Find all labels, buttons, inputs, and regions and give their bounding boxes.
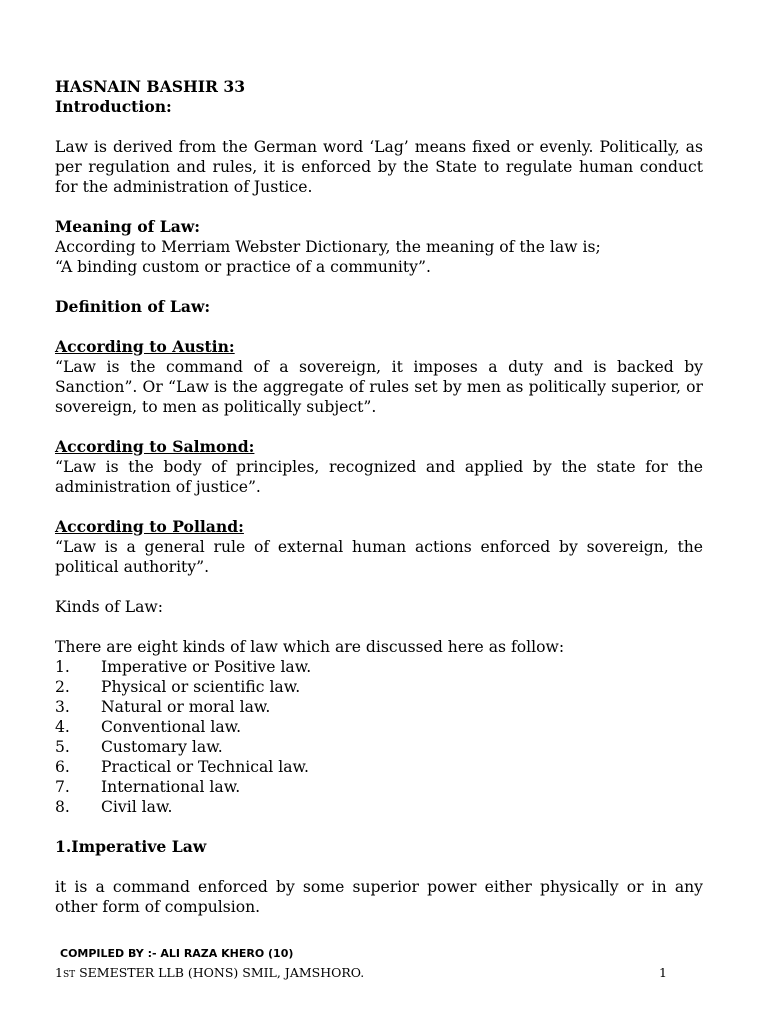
list-item <box>55 777 703 797</box>
list-item-number: 5. <box>55 738 70 756</box>
intro-heading: Introduction: <box>55 97 172 116</box>
austin-paragraph: “Law is the command of a sovereign, it imposes a duty and is backed by Sanction”. Or “Law is the aggregate of rules set by men as politically superior, or sovereign, to men as politically subject”. <box>55 358 703 416</box>
polland-heading: According to Polland: <box>55 517 244 536</box>
salmond-paragraph: “Law is the body of principles, recognized and applied by the state for the administration of justice”. <box>55 458 703 496</box>
list-item <box>55 677 703 697</box>
semester-text: SEMESTER LLB (HONS) SMIL, JAMSHORO. <box>75 965 365 980</box>
list-item-label: Conventional law. <box>101 718 242 736</box>
list-item-number: 4. <box>55 718 70 736</box>
list-item-label: Civil law. <box>101 798 173 816</box>
list-item-number: 3. <box>55 698 70 716</box>
semester-superscript: ST <box>62 970 76 980</box>
list-item-label: Customary law. <box>101 738 223 756</box>
list-item <box>55 797 703 817</box>
list-item <box>55 657 703 677</box>
list-item-label: Imperative or Positive law. <box>101 658 312 676</box>
list-item-number: 7. <box>55 778 70 796</box>
kinds-intro: There are eight kinds of law which are discussed here as follow: <box>55 638 565 656</box>
footer-compiled-by: COMPILED BY :- ALI RAZA KHERO (10) <box>60 947 294 960</box>
meaning-line-2: “A binding custom or practice of a community”. <box>55 258 431 276</box>
footer-semester <box>55 965 364 983</box>
intro-paragraph: Law is derived from the German word ‘Lag’ means fixed or evenly. Politically, as per regulation and rules, it is enforced by the State to regulate human conduct for the administration of Justice. <box>55 138 703 196</box>
list-item-label: Physical or scientific law. <box>101 678 301 696</box>
austin-heading: According to Austin: <box>55 337 235 356</box>
meaning-line-1: According to Merriam Webster Dictionary, the meaning of the law is; <box>55 238 601 256</box>
list-item-number: 1. <box>55 658 70 676</box>
list-item <box>55 757 703 777</box>
list-item-number: 8. <box>55 798 70 816</box>
kinds-list <box>55 657 703 817</box>
document-body <box>55 77 703 917</box>
definition-heading: Definition of Law: <box>55 297 211 316</box>
list-item-label: Natural or moral law. <box>101 698 271 716</box>
list-item <box>55 697 703 717</box>
page-number: 1 <box>659 965 667 980</box>
imperative-heading: 1.Imperative Law <box>55 837 207 856</box>
list-item-number: 6. <box>55 758 70 776</box>
author-line: HASNAIN BASHIR 33 <box>55 77 246 96</box>
salmond-heading: According to Salmond: <box>55 437 255 456</box>
list-item <box>55 717 703 737</box>
meaning-heading: Meaning of Law: <box>55 217 201 236</box>
list-item-number: 2. <box>55 678 70 696</box>
imperative-paragraph: it is a command enforced by some superior power either physically or in any other form of compulsion. <box>55 878 703 916</box>
list-item <box>55 737 703 757</box>
footer-line <box>55 965 667 983</box>
polland-paragraph: “Law is a general rule of external human actions enforced by sovereign, the political authority”. <box>55 538 703 576</box>
semester-number: 1 <box>55 965 63 980</box>
list-item-label: Practical or Technical law. <box>101 758 309 776</box>
kinds-heading: Kinds of Law: <box>55 598 163 616</box>
list-item-label: International law. <box>101 778 241 796</box>
